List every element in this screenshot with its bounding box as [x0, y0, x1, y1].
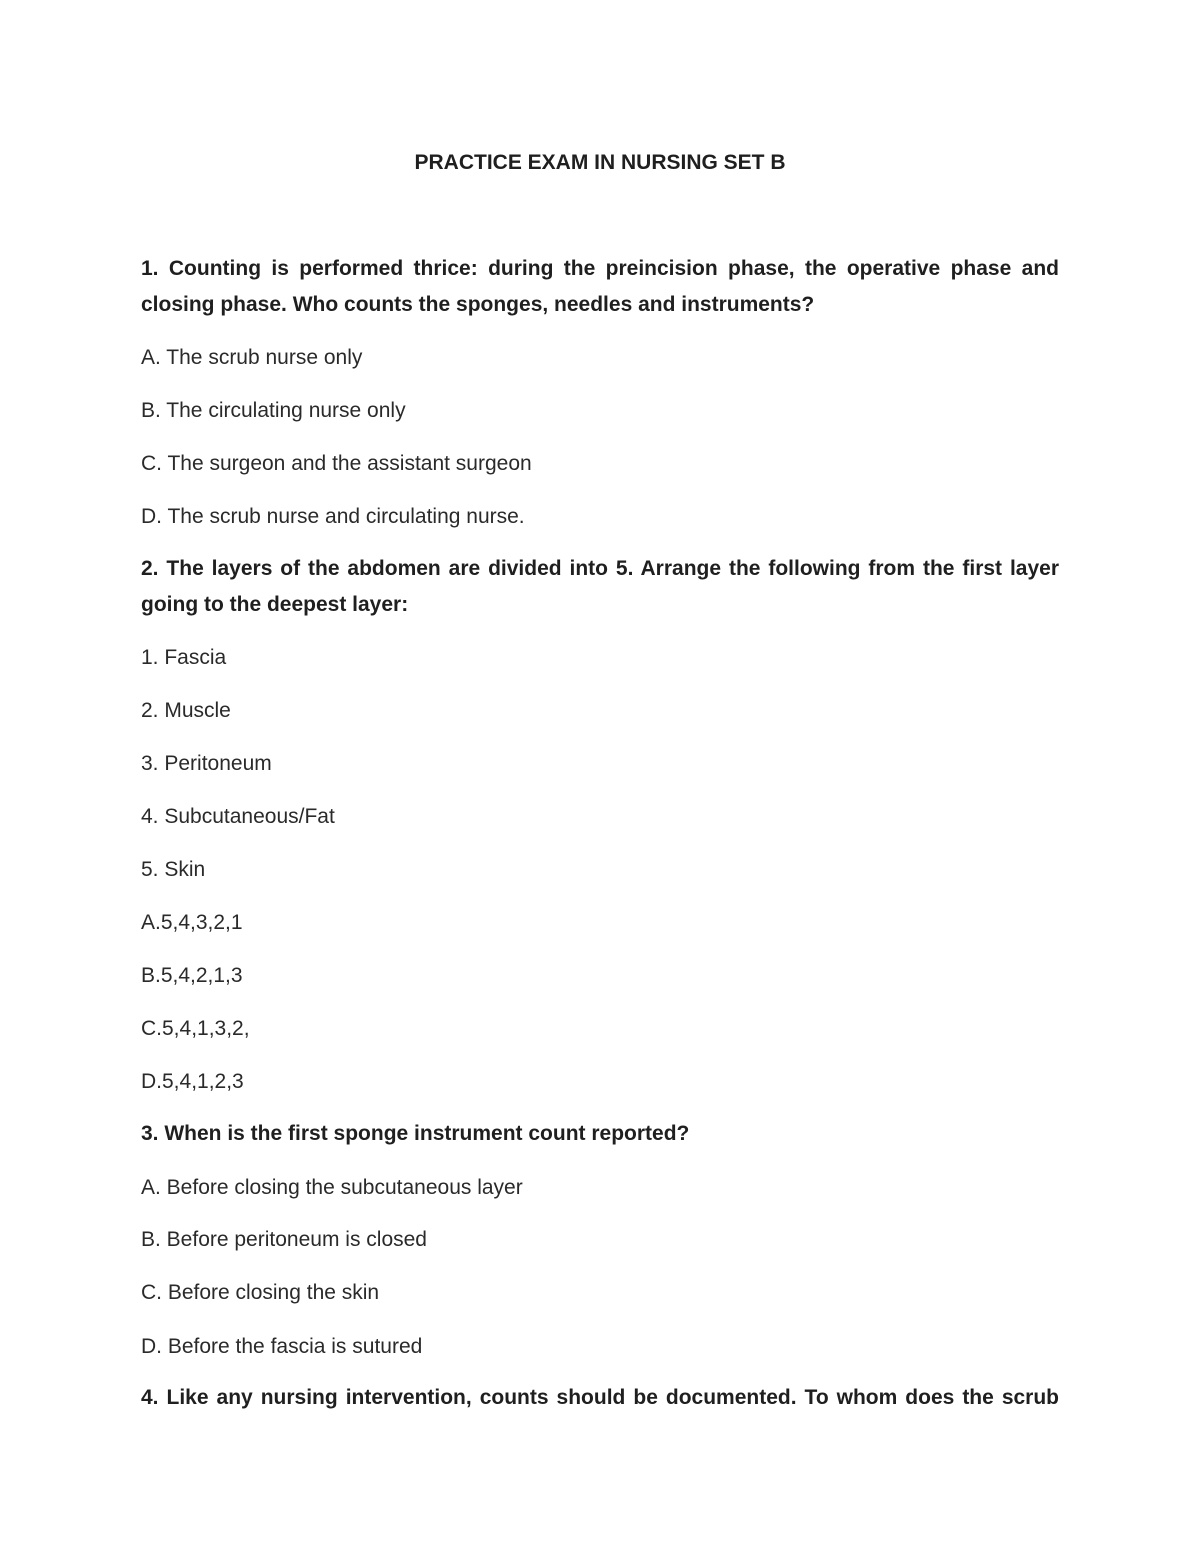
- question-3-option-a: A. Before closing the subcutaneous layer: [141, 1176, 523, 1199]
- question-2-item-1: 1. Fascia: [141, 646, 227, 669]
- question-1-option-c: C. The surgeon and the assistant surgeon: [141, 452, 532, 475]
- question-3-option-b: B. Before peritoneum is closed: [141, 1228, 427, 1251]
- question-1-option-a: A. The scrub nurse only: [141, 346, 363, 369]
- question-3: 3. When is the first sponge instrument count reported?: [141, 1122, 690, 1145]
- document-title: PRACTICE EXAM IN NURSING SET B: [414, 151, 786, 174]
- question-1-option-b: B. The circulating nurse only: [141, 399, 406, 422]
- question-2-item-3: 3. Peritoneum: [141, 752, 272, 775]
- question-1: 1. Counting is performed thrice: during the preincision phase, the operative phase and closing phase. Who counts the sponges, needles and instruments?: [141, 257, 1059, 316]
- question-2-option-c: C.5,4,1,3,2,: [141, 1017, 250, 1040]
- question-2-option-d: D.5,4,1,2,3: [141, 1070, 244, 1093]
- question-2-option-b: B.5,4,2,1,3: [141, 964, 243, 987]
- question-3-option-c: C. Before closing the skin: [141, 1281, 380, 1304]
- question-3-option-d: D. Before the fascia is sutured: [141, 1335, 423, 1358]
- question-1-option-d: D. The scrub nurse and circulating nurse.: [141, 505, 525, 528]
- question-2-item-4: 4. Subcutaneous/Fat: [141, 805, 335, 828]
- question-2-option-a: A.5,4,3,2,1: [141, 911, 243, 934]
- question-4: 4. Like any nursing intervention, counts should be documented. To whom does the scrub: [141, 1386, 1059, 1409]
- question-2-item-2: 2. Muscle: [141, 699, 231, 722]
- question-2-item-5: 5. Skin: [141, 858, 206, 881]
- question-2: 2. The layers of the abdomen are divided into 5. Arrange the following from the first layer going to the deepest layer:: [141, 557, 1059, 616]
